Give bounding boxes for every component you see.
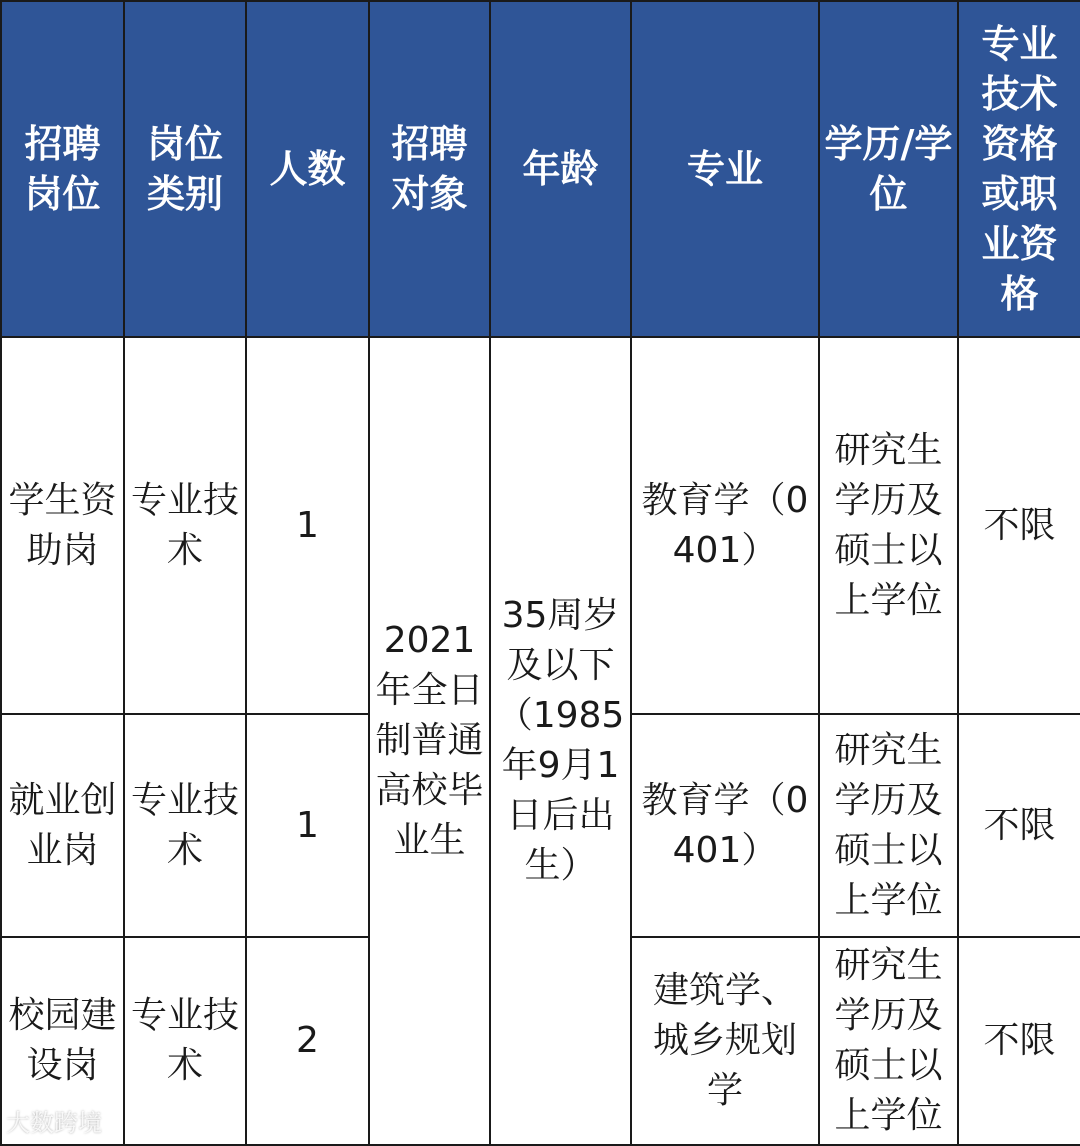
- header-degree: 学历/学位: [819, 1, 958, 337]
- cell-count: 1: [246, 337, 369, 714]
- cell-target-shared: 2021年全日制普通高校毕业生: [369, 337, 490, 1145]
- cell-qualification: 不限: [958, 714, 1080, 937]
- cell-qualification: 不限: [958, 937, 1080, 1145]
- cell-degree: 研究生学历及硕士以上学位: [819, 937, 958, 1145]
- header-qualification: 专业技术资格或职业资格: [958, 1, 1080, 337]
- header-age: 年龄: [490, 1, 631, 337]
- cell-position: 校园建设岗: [1, 937, 124, 1145]
- cell-category: 专业技术: [124, 937, 246, 1145]
- table-header-row: [1, 1, 1080, 337]
- table-row: [1, 337, 1080, 714]
- cell-count: 2: [246, 937, 369, 1145]
- cell-category: 专业技术: [124, 714, 246, 937]
- cell-major: 建筑学、城乡规划学: [631, 937, 819, 1145]
- header-count: 人数: [246, 1, 369, 337]
- header-position: 招聘岗位: [1, 1, 124, 337]
- cell-major: 教育学（0401）: [631, 337, 819, 714]
- cell-degree: 研究生学历及硕士以上学位: [819, 714, 958, 937]
- cell-position: 学生资助岗: [1, 337, 124, 714]
- header-target: 招聘对象: [369, 1, 490, 337]
- cell-category: 专业技术: [124, 337, 246, 714]
- cell-age-shared: 35周岁及以下（1985年9月1日后出生）: [490, 337, 631, 1145]
- cell-qualification: 不限: [958, 337, 1080, 714]
- cell-position: 就业创业岗: [1, 714, 124, 937]
- watermark: 大数跨境: [6, 1109, 102, 1137]
- header-category: 岗位类别: [124, 1, 246, 337]
- cell-degree: 研究生学历及硕士以上学位: [819, 337, 958, 714]
- header-major: 专业: [631, 1, 819, 337]
- cell-count: 1: [246, 714, 369, 937]
- cell-major: 教育学（0401）: [631, 714, 819, 937]
